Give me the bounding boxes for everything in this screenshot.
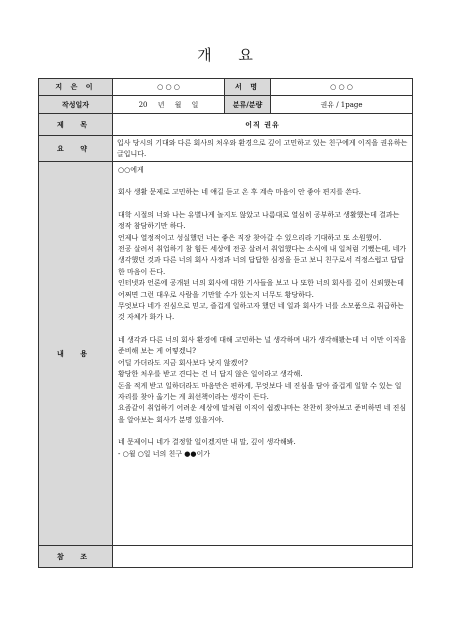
date-row	[39, 96, 413, 114]
category-value: 권유 / 1page	[271, 96, 413, 114]
overview-form-table	[38, 78, 413, 568]
category-label: 분류/분량	[225, 96, 271, 114]
paragraph: 언제나 열정적이고 성실했던 너는 좋은 직장 찾아갈 수 있으리라 기대하고 또 소원했어.	[118, 233, 382, 242]
paragraph: 전공 살려서 취업하기 참 힘든 세상에 전공 살려서 취업했다는 소식에 내 일처럼 기뻤는데, 네가 생각했던 것과 다른 너의 회사 사정과 너의 답답한 심정을 듣고 보니 친구로서 걱정스럽고 답답한 마음이 든다.	[118, 245, 407, 276]
paragraph: 회사 생활 문제로 고민하는 네 얘길 듣고 온 후 계속 마음이 안 좋아 편지를 쓴다.	[118, 188, 361, 197]
date-value: 20 년 월 일	[113, 96, 225, 114]
content-body	[113, 162, 413, 546]
summary-value: 입사 당시의 기대와 다른 회사의 처우와 환경으로 깊이 고민하고 있는 친구에게 이직을 권유하는 글입니다.	[113, 136, 413, 162]
paragraph: 인터넷과 언론에 공개된 너의 회사에 대한 기사들을 보고 나 또한 너의 회사를 깊이 신뢰했는데 어쩌면 그런 대우로 사람을 기만할 수가 있는지 너무도 황당하다.	[118, 279, 404, 299]
reference-value	[113, 546, 413, 568]
paragraph: 네 생각과 다른 너의 회사 환경에 대해 고민하는 널 생각하며 내가 생각해봤는데 너 이만 이직을 준비해 보는 게 어떻겠니?	[118, 335, 407, 356]
reference-row	[39, 546, 413, 568]
author-row	[39, 79, 413, 96]
document-title: 개 요	[197, 46, 253, 64]
author-value: ○ ○ ○	[113, 79, 225, 96]
paragraph: 황당한 처우를 받고 견디는 건 너 답지 않은 일이라고 생각해.	[118, 370, 303, 379]
sign-label: 서 명	[225, 79, 271, 96]
subject-value: 이직 권유	[113, 114, 413, 136]
sign-value: ○ ○ ○	[271, 79, 413, 96]
author-label: 지 은 이	[39, 79, 113, 96]
content-row	[39, 162, 413, 546]
reference-label: 참 조	[39, 546, 113, 568]
paragraph: 네 문제이니 네가 결정할 일이겠지만 내 말, 깊이 생각해봐.	[118, 438, 296, 447]
paragraph: 대학 시절의 너와 나는 유별나게 놀지도 않았고 나름대로 열심히 공부하고 생활했는데 결과는 정작 참담하기만 하다.	[118, 210, 400, 231]
date-label: 작성일자	[39, 96, 113, 114]
subject-label: 제 목	[39, 114, 113, 136]
paragraph: 어딜 가더라도 지금 회사보다 낫지 않겠어?	[118, 358, 248, 367]
greeting-line: ○○에게	[118, 166, 144, 174]
summary-row	[39, 136, 413, 162]
paragraph: 무엇보다 네가 진심으로 믿고, 즐겁게 일하고자 했던 네 일과 회사가 너를 소모품으로 취급하는 것 자체가 화가 나.	[118, 302, 404, 322]
subject-row	[39, 114, 413, 136]
paragraph: 돈을 적게 받고 일하더라도 마음만은 편하게, 무엇보다 네 진심을 담아 즐겁게 일할 수 있는 일자리를 찾아 옮기는 게 최선책이라는 생각이 든다.	[118, 381, 402, 401]
content-label: 내 용	[39, 162, 113, 546]
signature-line: - ○월 ○일 너의 친구 ●●이가	[118, 449, 211, 458]
paragraph: 요즘같이 취업하기 어려운 세상에 말처럼 이직이 쉽겠냐마는 찬찬히 찾아보고 준비하면 네 진심을 알아보는 회사가 분명 있을거야.	[118, 404, 407, 424]
summary-label: 요 약	[39, 136, 113, 162]
